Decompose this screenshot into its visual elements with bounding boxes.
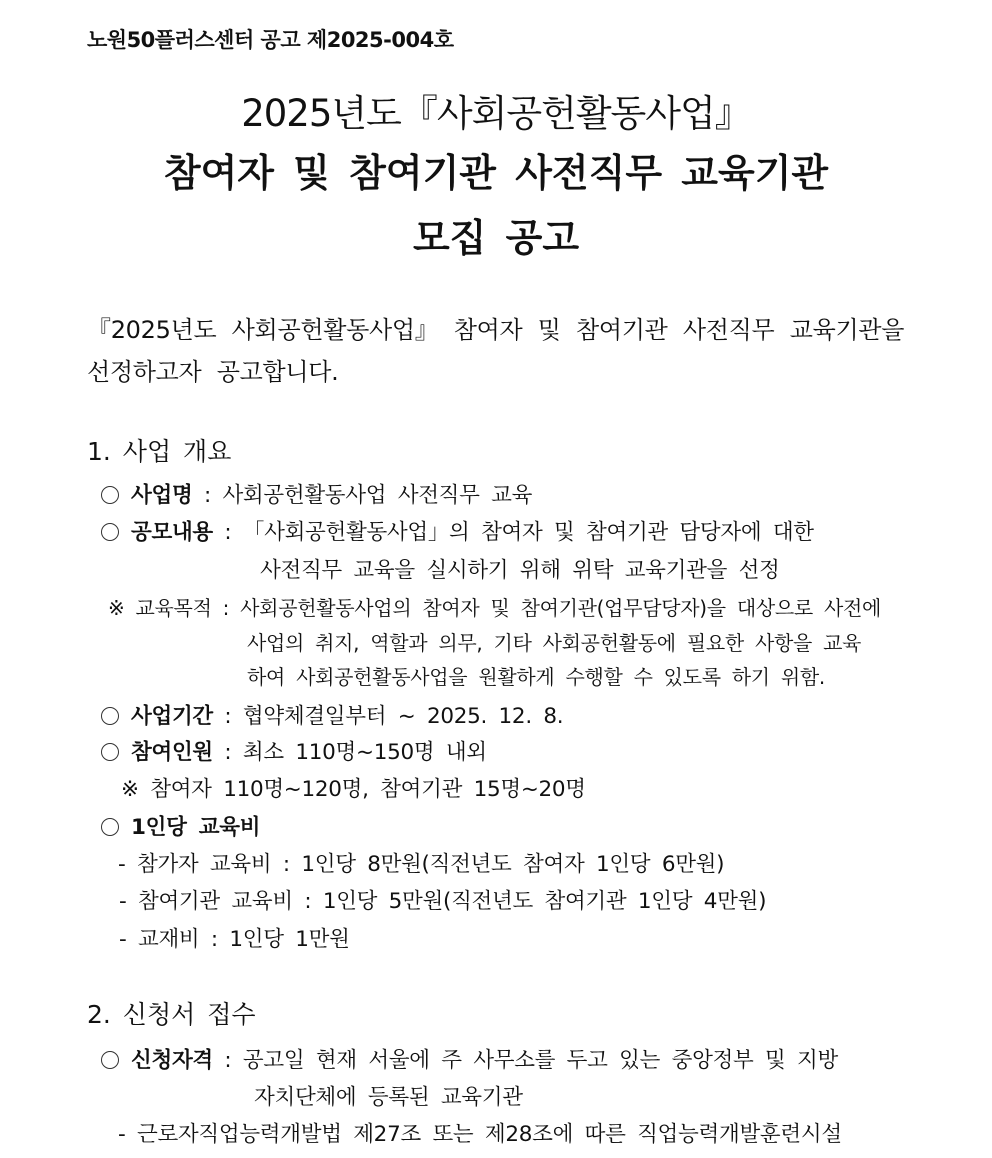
item-value: 최소 110명~150명 내외 — [242, 740, 487, 765]
circle-bullet-icon — [101, 707, 119, 725]
item-value: 협약체결일부터 ~ 2025. 12. 8. — [242, 704, 564, 729]
item-purpose — [108, 592, 881, 621]
cost-line-institution: - 참여기관 교육비 : 1인당 5만원(직전년도 참여기관 1인당 4만원) — [119, 889, 767, 914]
item-project-name — [101, 478, 532, 509]
section-heading-overview: 1. 사업 개요 — [87, 437, 232, 466]
eligibility-continued: 자치단체에 등록된 교육기관 — [254, 1085, 523, 1110]
item-value: 「사회공헌활동사업」의 참여자 및 참여기관 담당자에 대한 — [242, 520, 814, 545]
participants-note: ※ 참여자 110명~120명, 참여기관 15명~20명 — [121, 777, 586, 802]
item-cost — [101, 810, 260, 841]
item-participants — [101, 735, 487, 766]
item-label: 신청자격 — [131, 1048, 213, 1073]
notice-number: 노원50플러스센터 공고 제2025-004호 — [87, 28, 454, 52]
circle-bullet-icon — [101, 818, 119, 836]
purpose-line-3: 하여 사회공헌활동사업을 원활하게 수행할 수 있도록 하기 위함. — [247, 665, 825, 689]
title-line-2: 참여자 및 참여기관 사전직무 교육기관 — [163, 151, 829, 195]
purpose-line-1: 사회공헌활동사업의 참여자 및 참여기관(업무담당자)을 대상으로 사전에 — [240, 596, 882, 620]
item-separator: : — [212, 520, 243, 545]
eligibility-sub: - 근로자직업능력개발법 제27조 또는 제28조에 따른 직업능력개발훈련시설 — [118, 1122, 842, 1147]
item-label: 참여인원 — [131, 740, 213, 765]
item-label: 1인당 교육비 — [131, 815, 261, 840]
item-content — [101, 515, 814, 546]
section-heading-application: 2. 신청서 접수 — [87, 1000, 256, 1029]
purpose-line-2: 사업의 취지, 역할과 의무, 기타 사회공헌활동에 필요한 사항을 교육 — [247, 631, 862, 655]
item-separator: : — [212, 704, 243, 729]
item-separator: : — [212, 1048, 243, 1073]
item-value: 사회공헌활동사업 사전직무 교육 — [222, 483, 533, 508]
item-label: 사업기간 — [131, 704, 213, 729]
title-line-1: 2025년도『사회공헌활동사업』 — [241, 92, 751, 135]
item-value: 공고일 현재 서울에 주 사무소를 두고 있는 중앙정부 및 지방 — [242, 1048, 838, 1073]
item-label: 사업명 — [131, 483, 193, 508]
purpose-label: ※ 교육목적 : — [108, 596, 241, 620]
cost-line-textbook: - 교재비 : 1인당 1만원 — [119, 927, 350, 952]
item-period — [101, 699, 563, 730]
circle-bullet-icon — [101, 486, 119, 504]
item-separator: : — [212, 740, 243, 765]
intro-line-2: 선정하고자 공고합니다. — [87, 358, 339, 386]
intro-line-1: 『2025년도 사회공헌활동사업』 참여자 및 참여기관 사전직무 교육기관을 — [87, 316, 905, 344]
item-label: 공모내용 — [131, 520, 213, 545]
title-line-3: 모집 공고 — [412, 216, 580, 260]
item-separator: : — [192, 483, 223, 508]
circle-bullet-icon — [101, 743, 119, 761]
cost-line-participant: - 참가자 교육비 : 1인당 8만원(직전년도 참여자 1인당 6만원) — [118, 852, 725, 877]
circle-bullet-icon — [101, 523, 119, 541]
item-eligibility — [101, 1043, 838, 1074]
circle-bullet-icon — [101, 1051, 119, 1069]
item-content-continued: 사전직무 교육을 실시하기 위해 위탁 교육기관을 선정 — [260, 558, 780, 583]
